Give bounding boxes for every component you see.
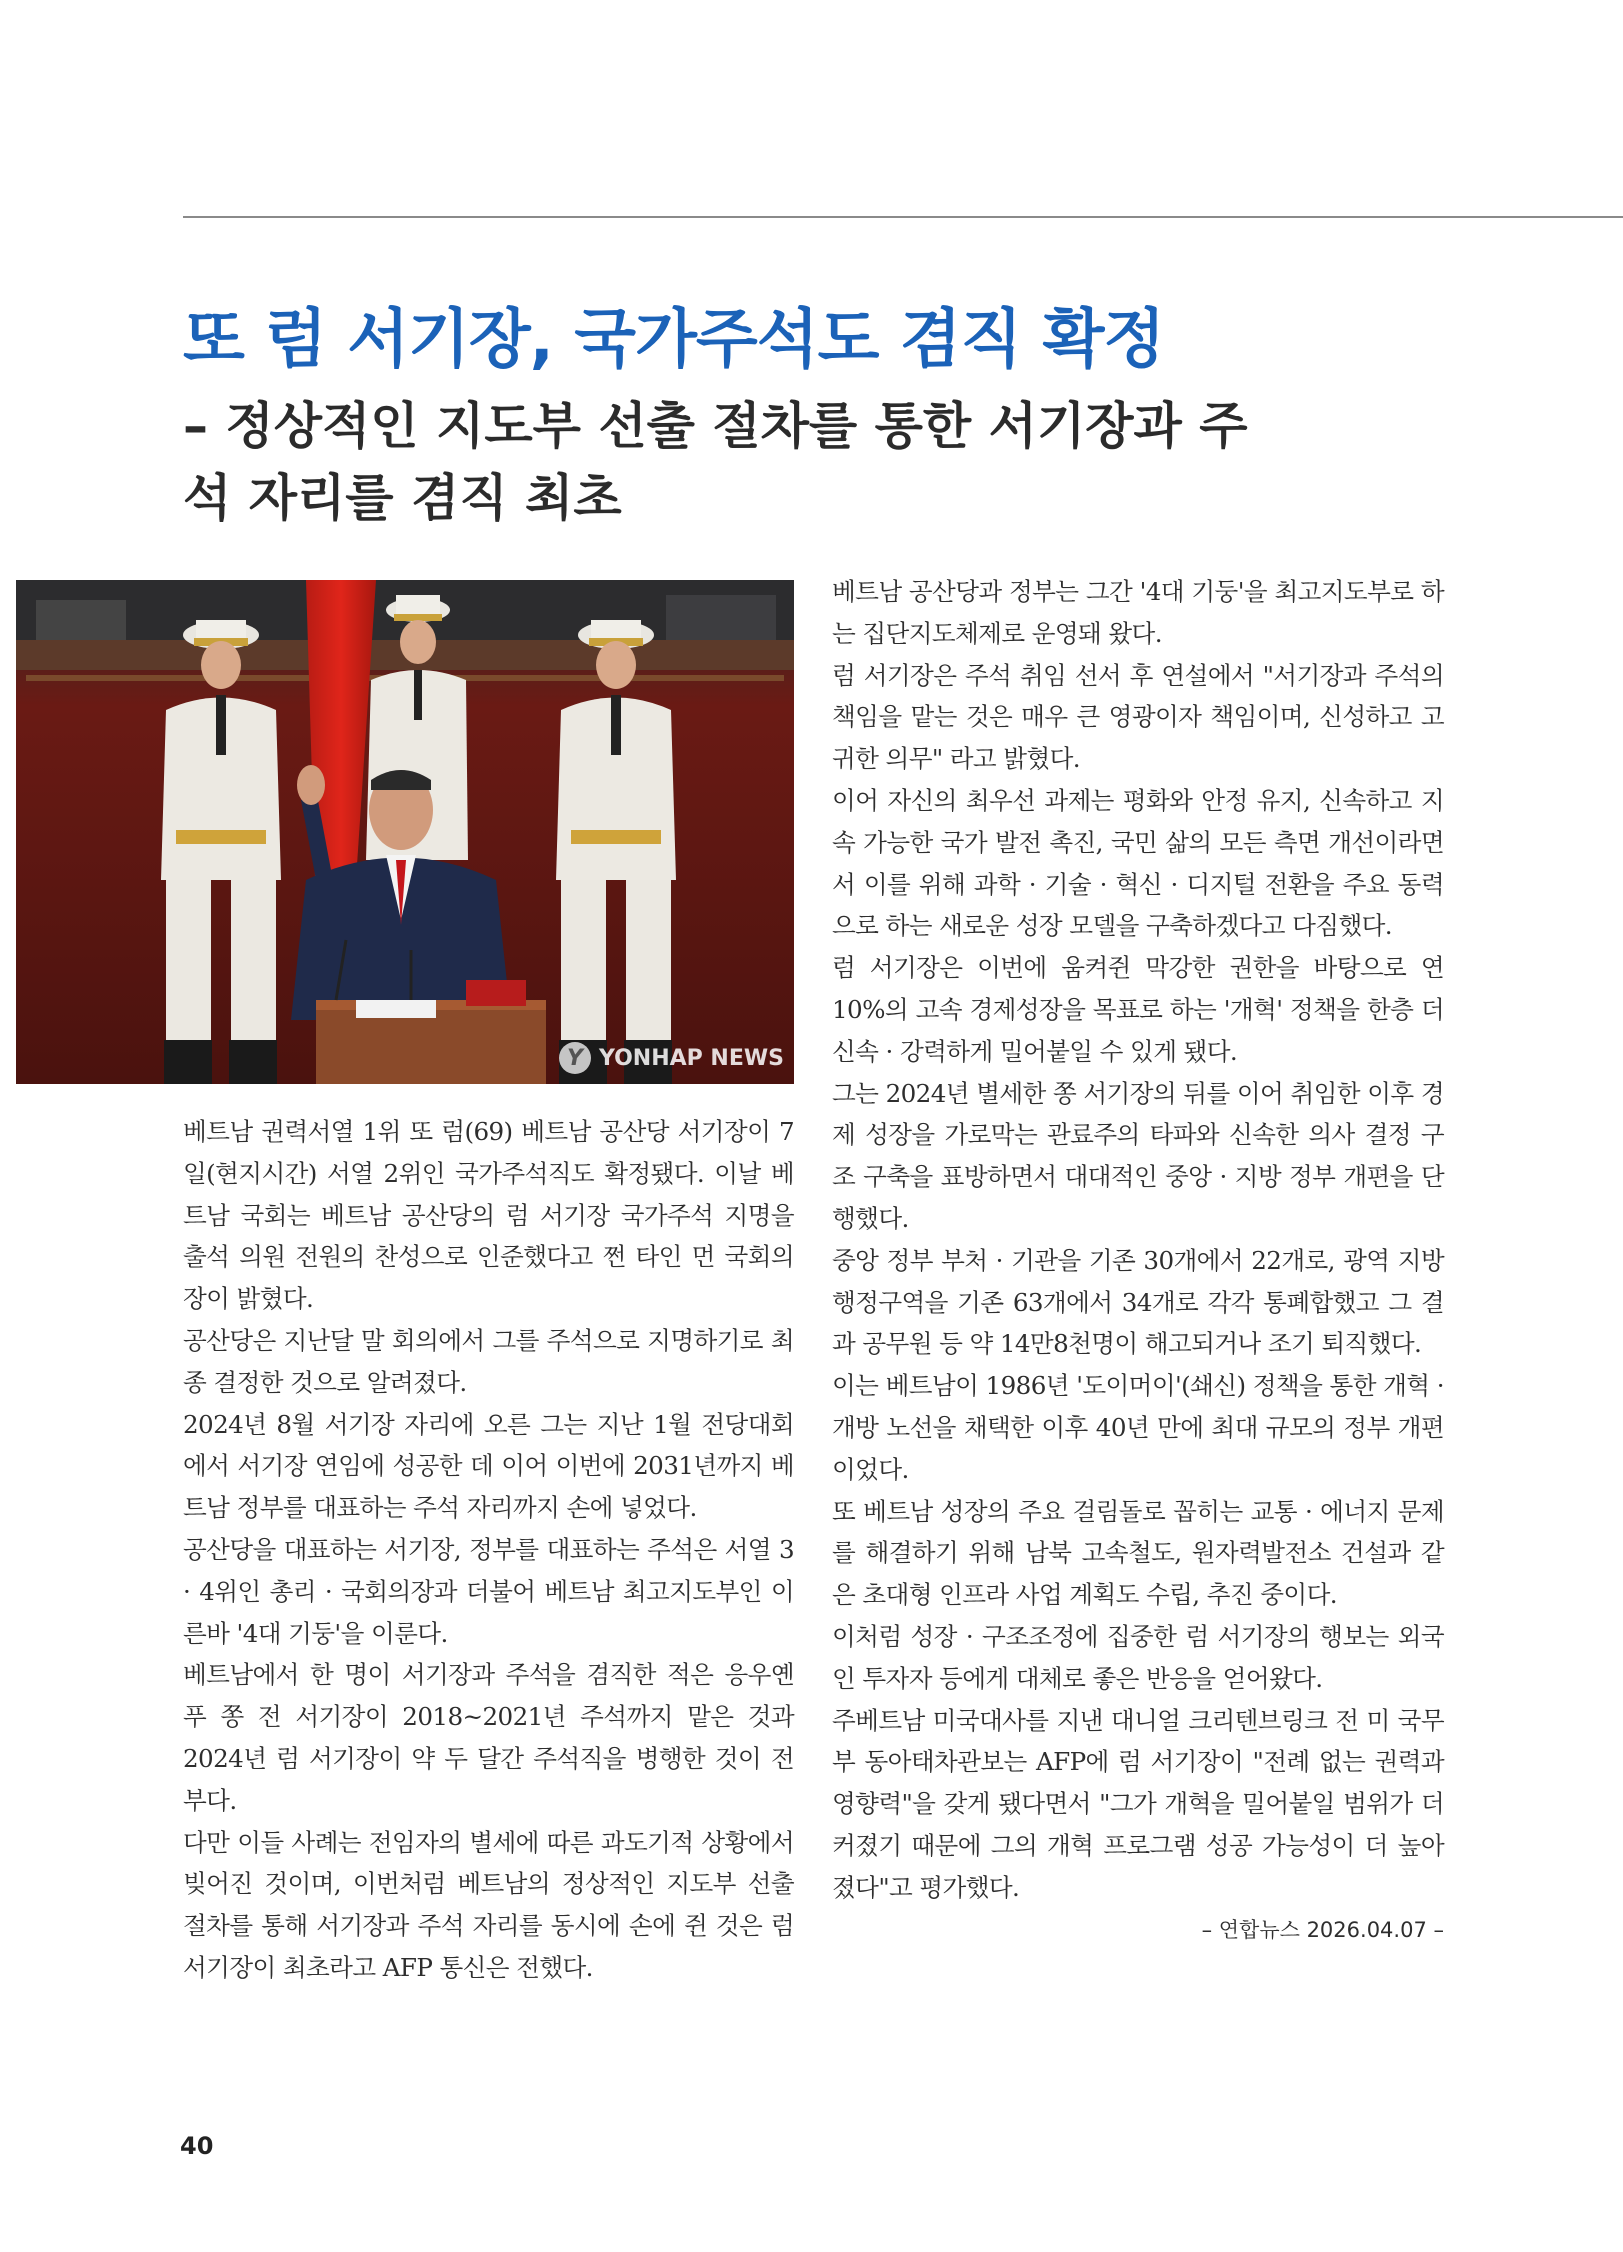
- news-photo: [16, 580, 794, 1084]
- paragraph: 이어 자신의 최우선 과제는 평화와 안정 유지, 신속하고 지속 가능한 국가 발전 촉진, 국민 삶의 모든 측면 개선이라면서 이를 위해 과학 · 기술 · 혁신 · 디지털 전환을 주요 동력으로 하는 새로운 성장 모델을 구축하겠다고 다짐했다.: [832, 785, 1444, 941]
- paragraph: 다만 이들 사례는 전임자의 별세에 따른 과도기적 상황에서 빚어진 것이며, 이번처럼 베트남의 정상적인 지도부 선출 절차를 통해 서기장과 주석 자리를 동시에 손에 쥔 것은 럼 서기장이 최초라고 AFP 통신은 전했다.: [183, 1827, 794, 1982]
- paragraph: 공산당을 대표하는 서기장, 정부를 대표하는 주석은 서열 3 · 4위인 총리 · 국회의장과 더불어 베트남 최고지도부인 이른바 '4대 기둥'을 이룬다.: [183, 1534, 794, 1648]
- paragraph: 공산당은 지난달 말 회의에서 그를 주석으로 지명하기로 최종 결정한 것으로 알려졌다.: [183, 1325, 794, 1397]
- paragraph: 이는 베트남이 1986년 '도이머이'(쇄신) 정책을 통한 개혁 · 개방 노선을 채택한 이후 40년 만에 최대 규모의 정부 개편이었다.: [832, 1371, 1444, 1484]
- photo-watermark: [559, 1042, 784, 1074]
- paragraph: 베트남 공산당과 정부는 그간 '4대 기둥'을 최고지도부로 하는 집단지도체제로 운영돼 왔다.: [832, 577, 1444, 648]
- yonhap-logo-icon: Y: [559, 1042, 591, 1074]
- paragraph: 2024년 8월 서기장 자리에 오른 그는 지난 1월 전당대회에서 서기장 연임에 성공한 데 이어 이번에 2031년까지 베트남 정부를 대표하는 주석 자리까지 손에 넣었다.: [183, 1409, 794, 1523]
- photo-illustration: [16, 580, 794, 1084]
- paragraph: 그는 2024년 별세한 쫑 서기장의 뒤를 이어 취임한 이후 경제 성장을 가로막는 관료주의 타파와 신속한 의사 결정 구조 구축을 표방하면서 대대적인 중앙 · 지방 정부 개편을 단행했다.: [832, 1078, 1444, 1233]
- article-left-column: [183, 1111, 794, 1989]
- article-right-column: [832, 571, 1444, 1951]
- page-number: 40: [180, 2132, 214, 2160]
- article-subtitle: – 정상적인 지도부 선출 절차를 통한 서기장과 주석 자리를 겸직 최초: [183, 397, 1248, 527]
- paragraph: 이처럼 성장 · 구조조정에 집중한 럼 서기장의 행보는 외국인 투자자 등에게 대체로 좋은 반응을 얻어왔다.: [832, 1621, 1444, 1693]
- paragraph: 베트남 권력서열 1위 또 럼(69) 베트남 공산당 서기장이 7일(현지시간) 서열 2위인 국가주석직도 확정됐다. 이날 베트남 국회는 베트남 공산당의 럼 서기장 국가주석 지명을 출석 의원 전원의 찬성으로 인준했다고 쩐 타인 먼 국회의장이 밝혔다.: [183, 1117, 794, 1314]
- watermark-text: YONHAP NEWS: [598, 1045, 784, 1071]
- paragraph: 주베트남 미국대사를 지낸 대니얼 크리텐브링크 전 미 국무부 동아태차관보는 AFP에 럼 서기장이 "전례 없는 권력과 영향력"을 갖게 됐다면서 "그가 개혁을 밀어붙일 범위가 더 커졌기 때문에 그의 개혁 프로그램 성공 가능성이 더 높아졌다"고 평가했다.: [832, 1705, 1444, 1902]
- article-source: – 연합뉴스 2026.04.07 –: [1201, 1917, 1444, 1942]
- paragraph: 또 베트남 성장의 주요 걸림돌로 꼽히는 교통 · 에너지 문제를 해결하기 위해 남북 고속철도, 원자력발전소 건설과 같은 초대형 인프라 사업 계획도 수립, 추진 중이다.: [832, 1496, 1444, 1610]
- paragraph: 럼 서기장은 이번에 움켜쥔 막강한 권한을 바탕으로 연 10%의 고속 경제성장을 목표로 하는 '개혁' 정책을 한층 더 신속 · 강력하게 밀어붙일 수 있게 됐다.: [832, 953, 1444, 1066]
- paragraph: 럼 서기장은 주석 취임 선서 후 연설에서 "서기장과 주석의 책임을 맡는 것은 매우 큰 영광이자 책임이며, 신성하고 고귀한 의무" 라고 밝혔다.: [832, 660, 1444, 774]
- top-rule: [183, 216, 1623, 218]
- paragraph: 베트남에서 한 명이 서기장과 주석을 겸직한 적은 응우옌 푸 쫑 전 서기장이 2018~2021년 주석까지 맡은 것과 2024년 럼 서기장이 약 두 달간 주석직을 병행한 것이 전부다.: [183, 1660, 794, 1815]
- article-title: 또 럼 서기장, 국가주석도 겸직 확정: [183, 303, 1165, 377]
- paragraph: 중앙 정부 부처 · 기관을 기존 30개에서 22개로, 광역 지방 행정구역을 기존 63개에서 34개로 각각 통폐합했고 그 결과 공무원 등 약 14만8천명이 해고되거나 조기 퇴직했다.: [832, 1245, 1444, 1359]
